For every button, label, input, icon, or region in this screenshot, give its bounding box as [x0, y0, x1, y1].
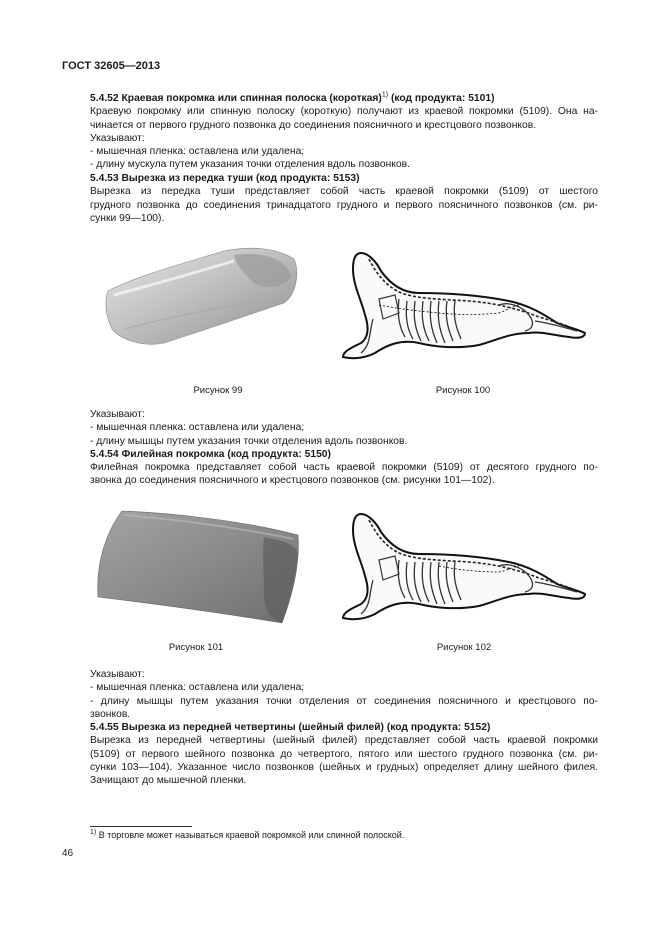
- paragraph-line: Вырезка из передка туши представляет собой часть краевой покромки (5109) от шестого: [90, 186, 598, 198]
- paragraph-line: звонка до соединения поясничного и крестцового позвонков (см. рисунки 101—102).: [90, 475, 495, 487]
- figure-99-meat-cut: [104, 243, 300, 347]
- paragraph-line: (5109) от первого шейного позвонка до четвертого, пятого или шестого грудного позвонка (см. ри-: [90, 748, 598, 760]
- footnote-ref: 1): [381, 91, 389, 99]
- paragraph-line: чинается от первого грудного позвонка до соединения поясничного и крестцового позвонков.: [90, 119, 537, 131]
- figure-101-meat-cut: [94, 505, 302, 627]
- section-heading: 5.4.54 Филейная покромка (код продукта: 5150): [90, 448, 331, 460]
- figure-100-carcass-diagram: [339, 249, 587, 367]
- footnote: [90, 829, 404, 842]
- section-heading: [90, 92, 598, 105]
- product-code: (код продукта: 5101): [388, 93, 495, 104]
- spec-item: - мышечная пленка: оставлена или удалена;: [90, 682, 305, 694]
- paragraph-line: Зачищают до мышечной пленки.: [90, 775, 247, 787]
- footnote-mark: 1): [90, 829, 97, 836]
- paragraph-line: Филейная покромка представляет собой часть краевой покромки (5109) от десятого грудного по-: [90, 462, 598, 474]
- paragraph-line: Вырезка из передней четвертины (шейный филей) представляет собой часть краевой покромки: [90, 735, 598, 747]
- spec-label: Указывают:: [90, 409, 145, 420]
- figure-102-caption: Рисунок 102: [436, 642, 492, 653]
- figure-102-carcass-diagram: [339, 510, 587, 628]
- spec-item-continued: звонков.: [90, 708, 131, 720]
- section-5-4-53: [90, 172, 598, 225]
- spec-item: - длину мускула путем указания точки отделения вдоль позвонков.: [90, 159, 410, 171]
- section-heading: 5.4.53 Вырезка из передка туши (код продукта: 5153): [90, 173, 360, 184]
- spec-item: - длину мышцы путем указания точки отделения от соединения поясничного и крестцового по-: [90, 695, 598, 707]
- section-5-4-54-specs: [90, 668, 598, 788]
- paragraph-line: Краевую покромку или спинную полоску (короткую) получают из краевой покромки (5109). Она на-: [90, 106, 598, 118]
- paragraph-line: сунки 103—104). Указанное число позвонков (шейных и грудных) определяет длину шейного филея.: [90, 762, 598, 774]
- document-header: ГОСТ 32605—2013: [62, 60, 161, 72]
- spec-item: - мышечная пленка: оставлена или удалена;: [90, 146, 305, 158]
- page-number: 46: [62, 848, 74, 859]
- heading-text: 5.4.52 Краевая покромка или спинная полоска (короткая): [90, 93, 382, 104]
- spec-item: - мышечная пленка: оставлена или удалена;: [90, 422, 305, 434]
- footnote-rule: [90, 826, 192, 827]
- paragraph-line: грудного позвонка до соединения тринадцатого грудного и первого поясничного позвонков (см. ри-: [90, 199, 598, 211]
- figure-101-caption: Рисунок 101: [168, 642, 224, 653]
- section-heading: 5.4.55 Вырезка из передней четвертины (шейный филей) (код продукта: 5152): [90, 722, 491, 734]
- section-5-4-53-specs: [90, 408, 598, 488]
- spec-label: Указывают:: [90, 669, 145, 680]
- figure-100-caption: Рисунок 100: [435, 385, 491, 396]
- paragraph-line: сунки 99—100).: [90, 212, 165, 224]
- footnote-text: В торговле может называться краевой покромкой или спинной полоской.: [96, 830, 405, 840]
- figure-99-caption: Рисунок 99: [193, 385, 243, 396]
- spec-label: Указывают:: [90, 132, 145, 144]
- spec-item: - длину мышцы путем указания точки отделения вдоль позвонков.: [90, 435, 408, 447]
- section-5-4-52: [90, 92, 598, 172]
